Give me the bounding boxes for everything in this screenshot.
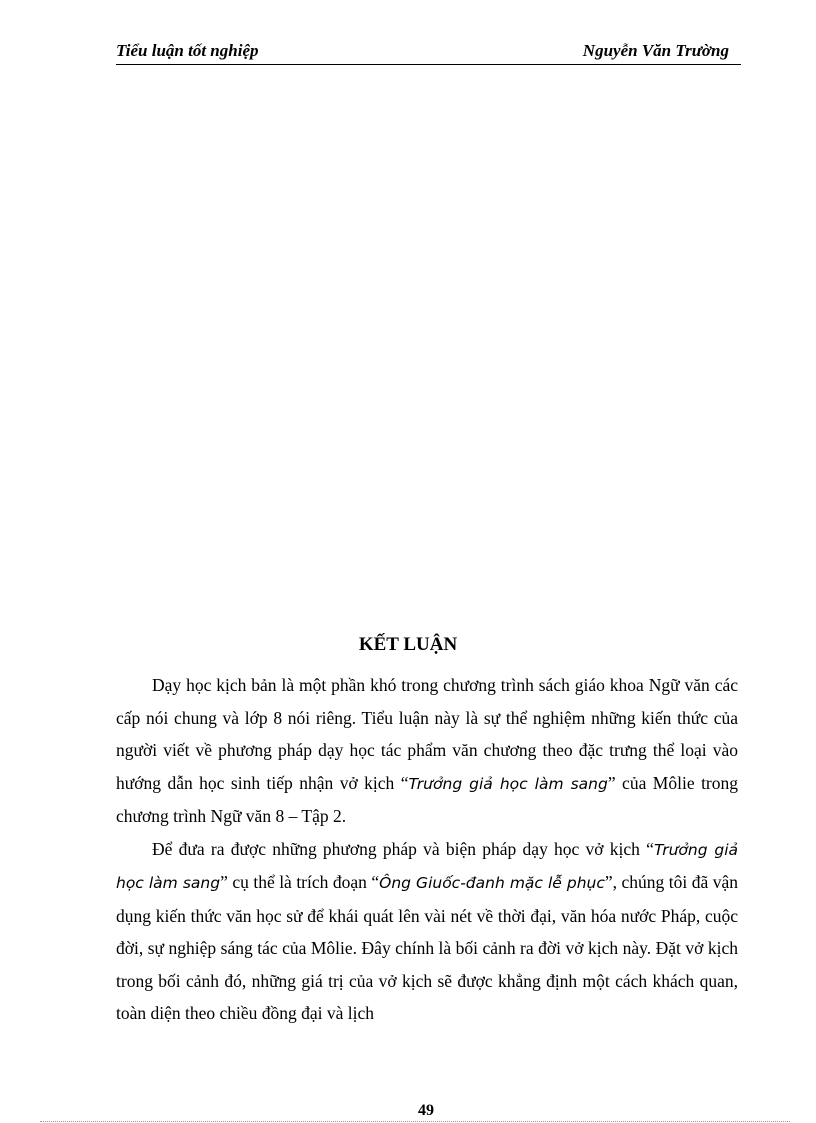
paragraph-1-work-title: Trưởng giả học làm sang [408, 774, 608, 793]
header-title: Tiểu luận tốt nghiệp [116, 41, 259, 60]
paragraph-2 [116, 833, 738, 1030]
paragraph-1-text-b: ” của Môlie trong chương trình Ngữ văn 8 – Tập 2. [116, 772, 739, 826]
page-header [116, 40, 741, 65]
page-number: 49 [418, 1102, 434, 1119]
body-text [116, 669, 738, 1030]
header-author: Nguyễn Văn Trường [582, 41, 729, 60]
paragraph-2-text-b: ” cụ thể là trích đoạn “ [220, 872, 380, 892]
paragraph-1-text-a: Dạy học kịch bản là một phần khó trong chương trình sách giáo khoa Ngữ văn các cấp nói chung và lớp 8 nói riêng. Tiểu luận này là sự thể nghiệm những kiến thức của người viết về phương pháp dạy học tác phẩm văn chương theo đặc trưng thể loại vào hướng dẫn học sinh tiếp nhận vở kịch “ [116, 675, 738, 793]
paragraph-1 [116, 669, 738, 833]
paragraph-2-work-title: Trưởng giả học làm sang [116, 840, 738, 892]
paragraph-2-text-c: ”, chúng tôi đã vận dụng kiến thức văn học sử để khái quát lên vài nét về thời đại, văn hóa nước Pháp, cuộc đời, sự nghiệp sáng tác của Môlie. Đây chính là bối cảnh ra đời vở kịch này. Đặt vở kịch trong bối cảnh đó, những giá trị của vở kịch sẽ được khẳng định một cách khách quan, toàn diện theo chiều đồng đại và lịch [116, 872, 739, 1023]
section-title: KẾT LUẬN [358, 634, 458, 655]
paragraph-2-text-a: Để đưa ra được những phương pháp và biện pháp dạy học vở kịch “ [152, 838, 654, 859]
footer-divider [40, 1121, 790, 1122]
paragraph-2-excerpt-title: Ông Giuốc-đanh mặc lễ phục [379, 874, 605, 892]
